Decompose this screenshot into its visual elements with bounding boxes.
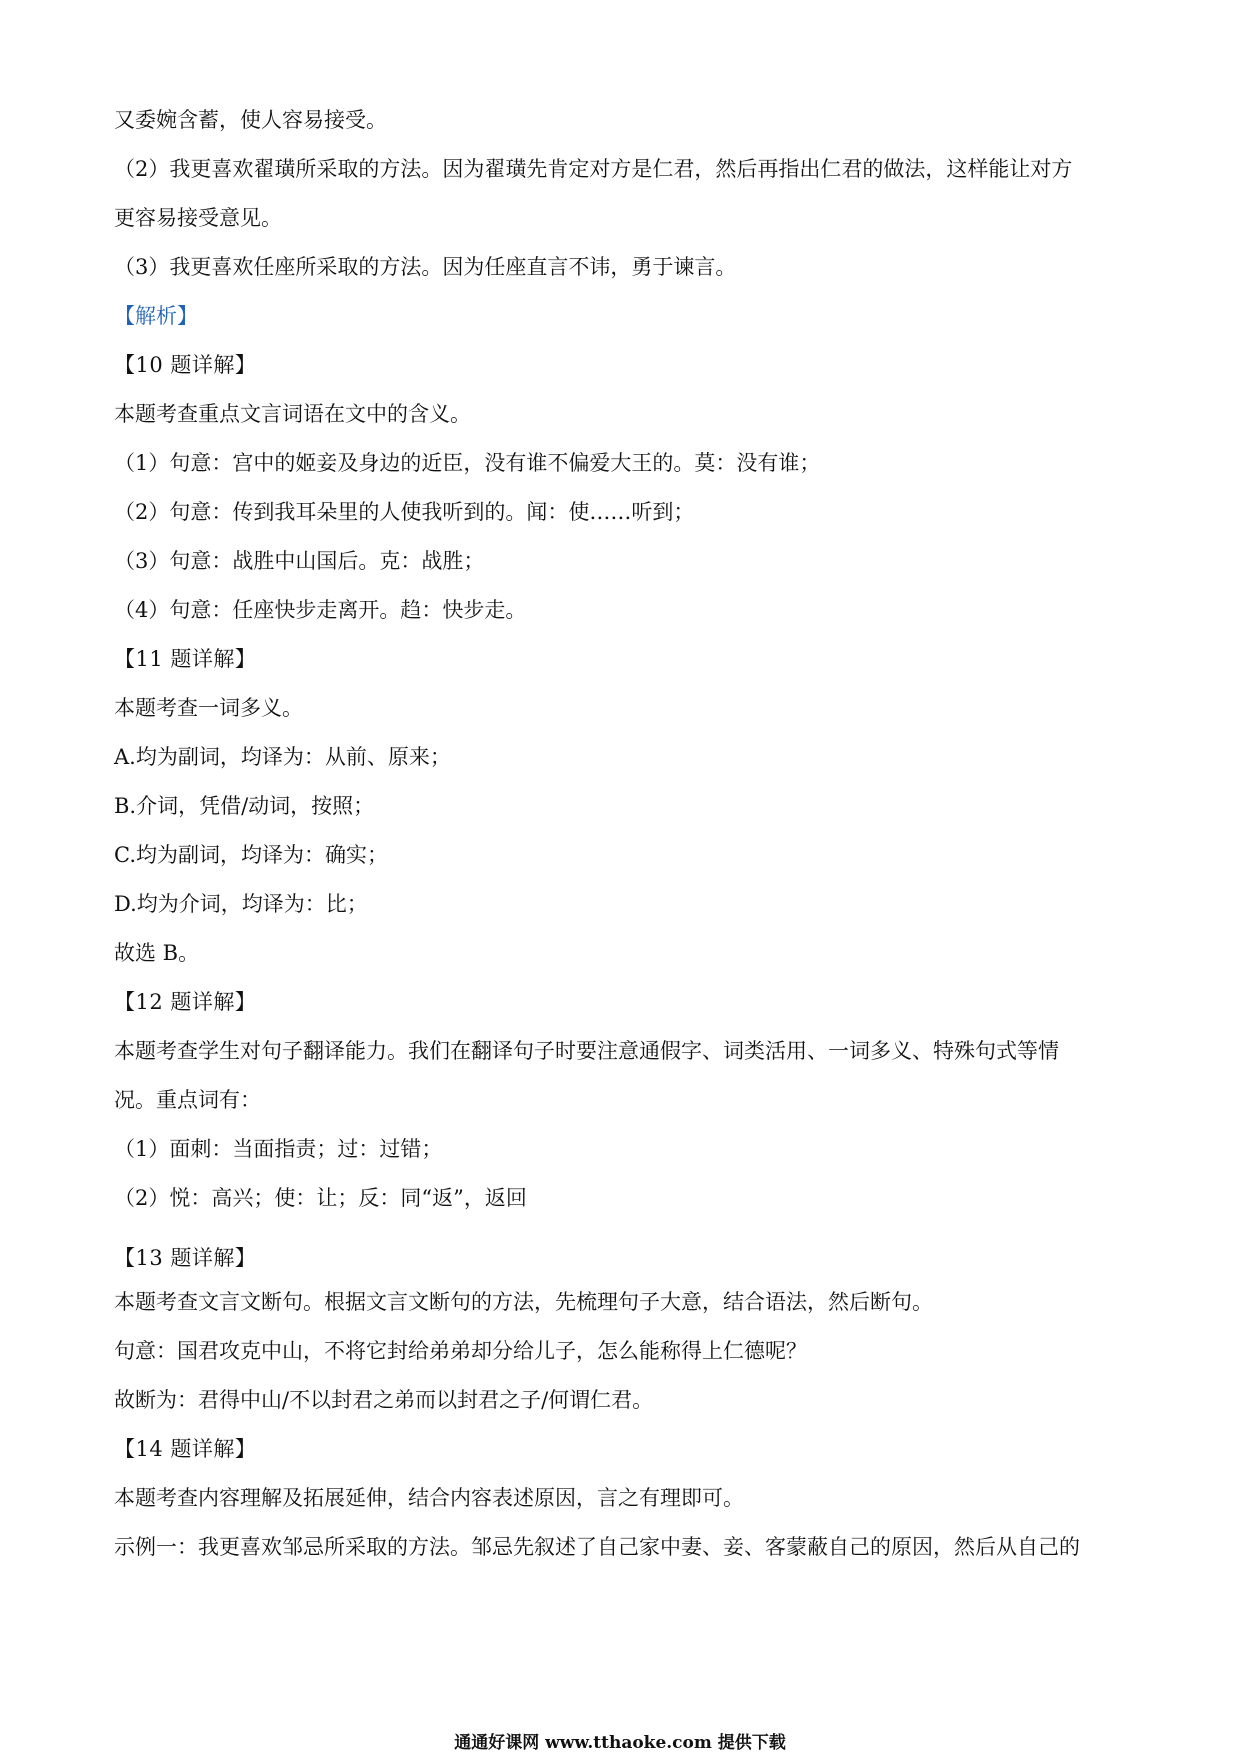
q13-answer: 故断为：君得中山/不以封君之弟而以封君之子/何谓仁君。 <box>114 1388 654 1412</box>
q11-intro: 本题考查一词多义。 <box>114 696 303 720</box>
q10-item-2: （2）句意：传到我耳朵里的人使我听到的。闻：使……听到； <box>114 500 695 524</box>
answer-3: （3）我更喜欢任座所采取的方法。因为任座直言不讳，勇于谏言。 <box>114 255 737 279</box>
q13-intro: 本题考查文言文断句。根据文言文断句的方法，先梳理句子大意，结合语法，然后断句。 <box>114 1290 933 1314</box>
q12-intro-1: 本题考查学生对句子翻译能力。我们在翻译句子时要注意通假字、词类活用、一词多义、特殊句式等情 <box>114 1039 1059 1063</box>
q11-answer: 故选 B。 <box>114 941 200 965</box>
q11-heading: 【11 题详解】 <box>114 647 257 671</box>
q14-example-1: 示例一：我更喜欢邹忌所采取的方法。邹忌先叙述了自己家中妻、妾、客蒙蔽自己的原因，然后从自己的 <box>114 1535 1080 1559</box>
q10-intro: 本题考查重点文言词语在文中的含义。 <box>114 402 471 426</box>
q12-item-2: （2）悦：高兴；使：让；反：同“返”，返回 <box>114 1186 527 1210</box>
q14-heading: 【14 题详解】 <box>114 1437 257 1461</box>
q13-meaning: 句意：国君攻克中山，不将它封给弟弟却分给儿子，怎么能称得上仁德呢？ <box>114 1339 807 1363</box>
q11-option-b: B.介词，凭借/动词，按照； <box>114 794 375 818</box>
answer-2-line-1: （2）我更喜欢翟璜所采取的方法。因为翟璜先肯定对方是仁君，然后再指出仁君的做法，这样能让对方 <box>114 157 1073 181</box>
analysis-label: 【解析】 <box>114 304 198 328</box>
q12-item-1: （1）面刺：当面指责；过：过错； <box>114 1137 443 1161</box>
q10-item-4: （4）句意：任座快步走离开。趋：快步走。 <box>114 598 527 622</box>
q10-item-3: （3）句意：战胜中山国后。克：战胜； <box>114 549 485 573</box>
answer-continuation: 又委婉含蓄，使人容易接受。 <box>114 108 387 132</box>
q12-intro-2: 况。重点词有： <box>114 1088 261 1112</box>
q11-option-d: D.均为介词，均译为：比； <box>114 892 368 916</box>
q11-option-a: A.均为副词，均译为：从前、原来； <box>114 745 451 769</box>
q10-heading: 【10 题详解】 <box>114 353 257 377</box>
q11-option-c: C.均为副词，均译为：确实； <box>114 843 388 867</box>
document-body <box>114 100 1134 1576</box>
q14-intro: 本题考查内容理解及拓展延伸，结合内容表述原因，言之有理即可。 <box>114 1486 744 1510</box>
q12-heading: 【12 题详解】 <box>114 990 257 1014</box>
q13-heading: 【13 题详解】 <box>114 1246 257 1270</box>
page-footer: 通通好课网 www.tthaoke.com 提供下载 <box>454 1733 786 1753</box>
answer-2-line-2: 更容易接受意见。 <box>114 206 282 230</box>
q10-item-1: （1）句意：宫中的姬妾及身边的近臣，没有谁不偏爱大王的。莫：没有谁； <box>114 451 821 475</box>
